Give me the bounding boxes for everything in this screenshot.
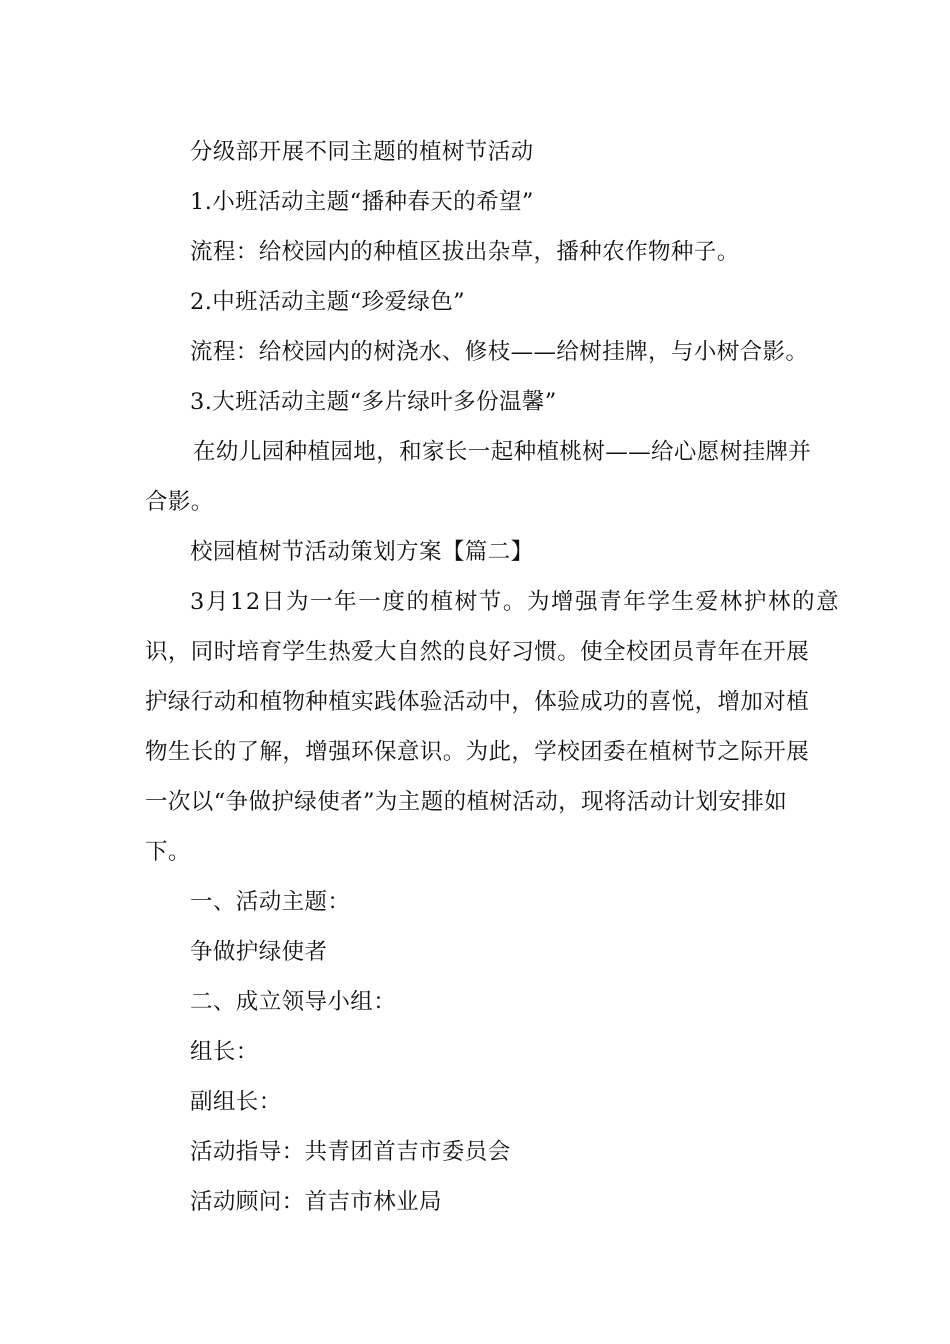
list-item-heading: 2.中班活动主题“珍爱绿色” xyxy=(190,289,466,315)
paragraph-line: 副组长： xyxy=(190,1089,282,1115)
paragraph-line: 活动指导：共青团首吉市委员会 xyxy=(190,1139,511,1165)
list-item-heading: 3.大班活动主题“多片绿叶多份温馨” xyxy=(190,389,557,415)
paragraph-line: 组长： xyxy=(190,1039,259,1065)
paragraph-line: 合影。 xyxy=(145,489,214,515)
paragraph-line: 在幼儿园种植园地，和家长一起种植桃树——给心愿树挂牌并 xyxy=(193,439,812,465)
paragraph-line: 下。 xyxy=(145,839,191,865)
paragraph-line: 流程：给校园内的种植区拔出杂草，播种农作物种子。 xyxy=(190,239,740,265)
list-item-heading: 1.小班活动主题“播种春天的希望” xyxy=(190,189,534,215)
paragraph-line: 流程：给校园内的树浇水、修枝——给树挂牌，与小树合影。 xyxy=(190,339,809,365)
paragraph-line: 3月12日为一年一度的植树节。为增强青年学生爱林护林的意 xyxy=(190,589,841,615)
section-heading: 分级部开展不同主题的植树节活动 xyxy=(190,139,534,165)
paragraph-line: 一次以“争做护绿使者”为主题的植树活动，现将活动计划安排如 xyxy=(145,789,788,815)
paragraph-line: 活动顾问：首吉市林业局 xyxy=(190,1189,442,1215)
section-heading: 二、成立领导小组： xyxy=(190,989,397,1015)
paragraph-line: 争做护绿使者 xyxy=(190,939,328,965)
paragraph-line: 物生长的了解，增强环保意识。为此，学校团委在植树节之际开展 xyxy=(145,739,810,765)
paragraph-line: 识，同时培育学生热爱大自然的良好习惯。使全校团员青年在开展 xyxy=(145,639,810,665)
section-heading: 校园植树节活动策划方案【篇二】 xyxy=(190,539,534,565)
paragraph-line: 护绿行动和植物种植实践体验活动中，体验成功的喜悦，增加对植 xyxy=(145,689,810,715)
section-heading: 一、活动主题： xyxy=(190,889,351,915)
